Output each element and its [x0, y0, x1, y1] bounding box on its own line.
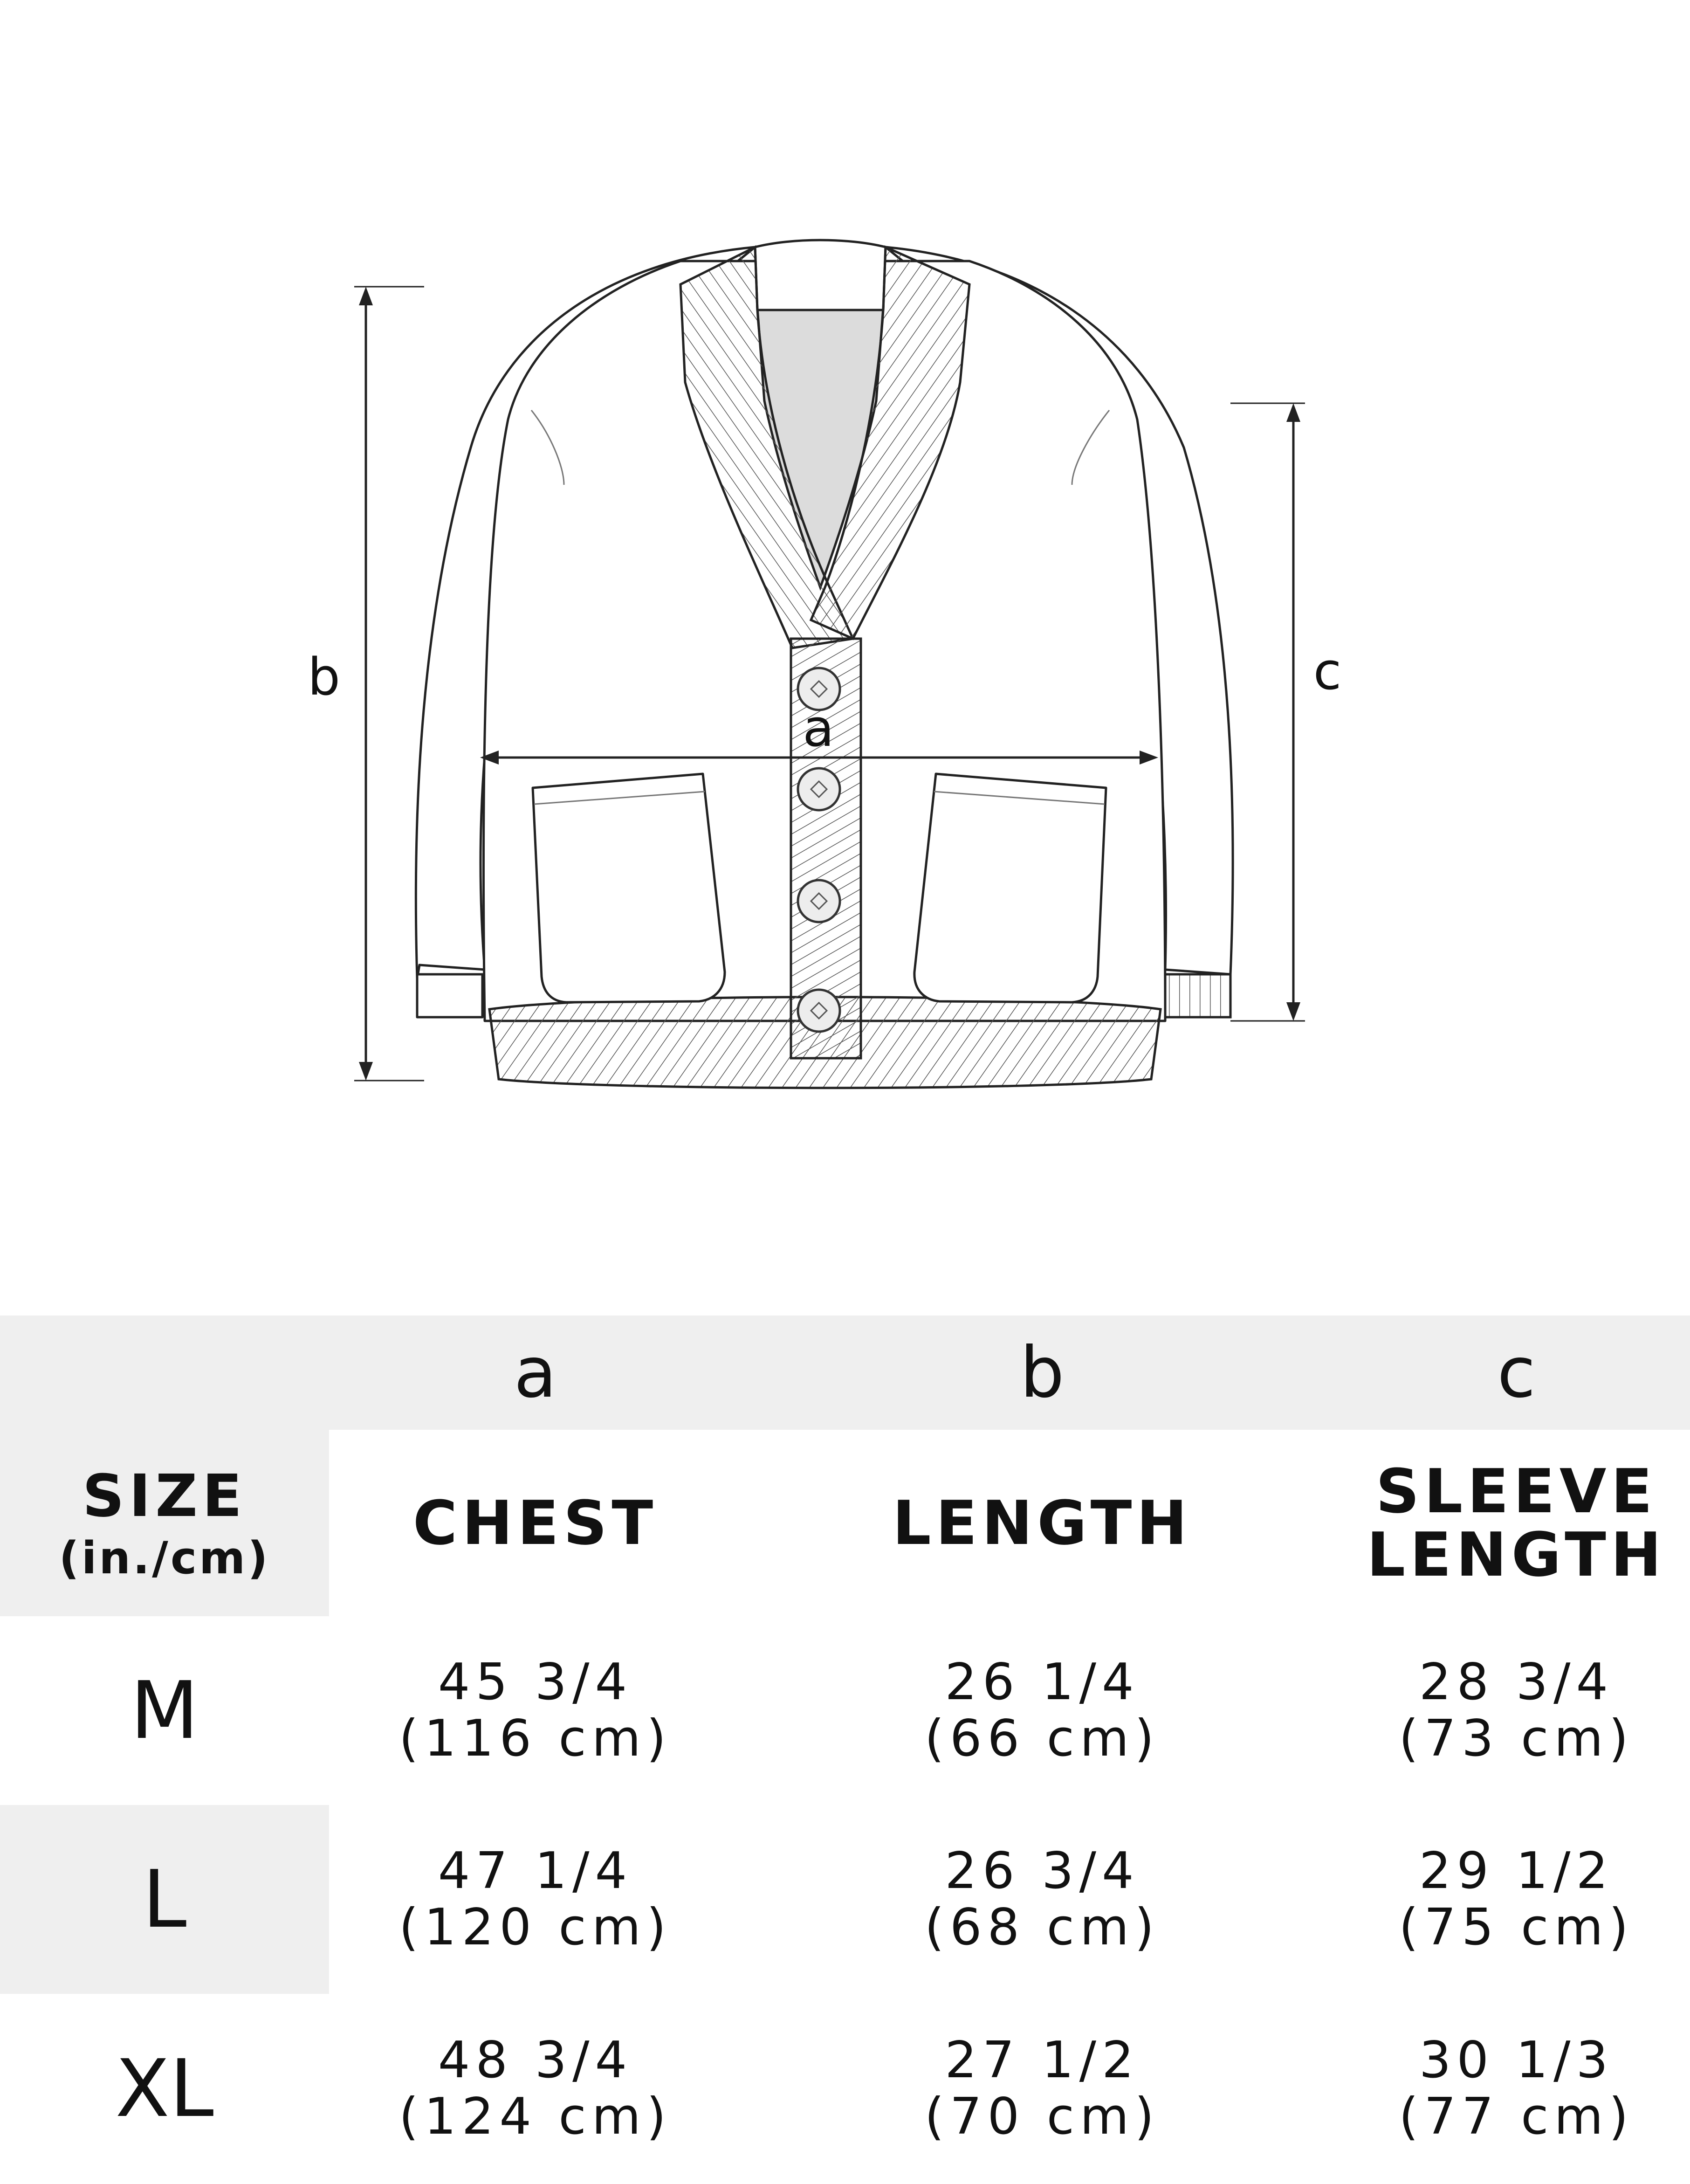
- column-letter-c: c: [1497, 1332, 1536, 1413]
- size-chart-table: [0, 1316, 1690, 2184]
- sleeve-value: 30 1/3 (77 cm): [1399, 2031, 1634, 2146]
- sleeve-header-line2: LENGTH: [1367, 1519, 1666, 1590]
- sleeve-length-header: [1343, 1430, 1690, 1616]
- right-pocket: [914, 774, 1106, 1002]
- length-value: 27 1/2 (70 cm): [924, 2031, 1160, 2146]
- chest-value: 45 3/4 (116 cm): [398, 1653, 672, 1768]
- size-label: L: [142, 1853, 187, 1946]
- table-row: [0, 1616, 1690, 1805]
- column-letter-a: a: [514, 1332, 557, 1413]
- sleeve-header-line1: SLEEVE: [1375, 1455, 1657, 1527]
- size-header-label: SIZE: [82, 1462, 247, 1530]
- dimension-label-c: c: [1313, 641, 1342, 701]
- sleeve-value: 28 3/4 (73 cm): [1399, 1653, 1634, 1768]
- chest-header: CHEST: [412, 1487, 658, 1558]
- dimension-c: [1230, 403, 1341, 1021]
- table-row: [0, 1994, 1690, 2184]
- size-label: XL: [115, 2043, 214, 2135]
- chest-value: 47 1/4 (120 cm): [398, 1841, 672, 1957]
- table-row: [0, 1805, 1690, 1994]
- chest-value: 48 3/4 (124 cm): [398, 2031, 672, 2146]
- size-header-units: (in./cm): [59, 1532, 270, 1584]
- sleeve-value: 29 1/2 (75 cm): [1399, 1841, 1634, 1957]
- dimension-label-b: b: [308, 647, 340, 707]
- length-value: 26 1/4 (66 cm): [924, 1653, 1160, 1768]
- length-header: LENGTH: [892, 1487, 1192, 1558]
- button: [798, 768, 840, 810]
- button: [798, 990, 840, 1032]
- cardigan-illustration: [416, 240, 1233, 1088]
- dimension-letter-row: [0, 1316, 1690, 1430]
- size-label: M: [130, 1664, 199, 1757]
- left-pocket: [533, 774, 725, 1002]
- column-letter-b: b: [1020, 1332, 1065, 1413]
- button: [798, 880, 840, 922]
- length-value: 26 3/4 (68 cm): [924, 1841, 1160, 1957]
- table-header-row: [0, 1430, 1690, 1616]
- size-header: [0, 1430, 329, 1616]
- dimension-label-a: a: [803, 698, 834, 758]
- dimension-b: [308, 287, 424, 1081]
- left-cuff: [417, 974, 482, 1017]
- right-cuff: [1165, 974, 1230, 1017]
